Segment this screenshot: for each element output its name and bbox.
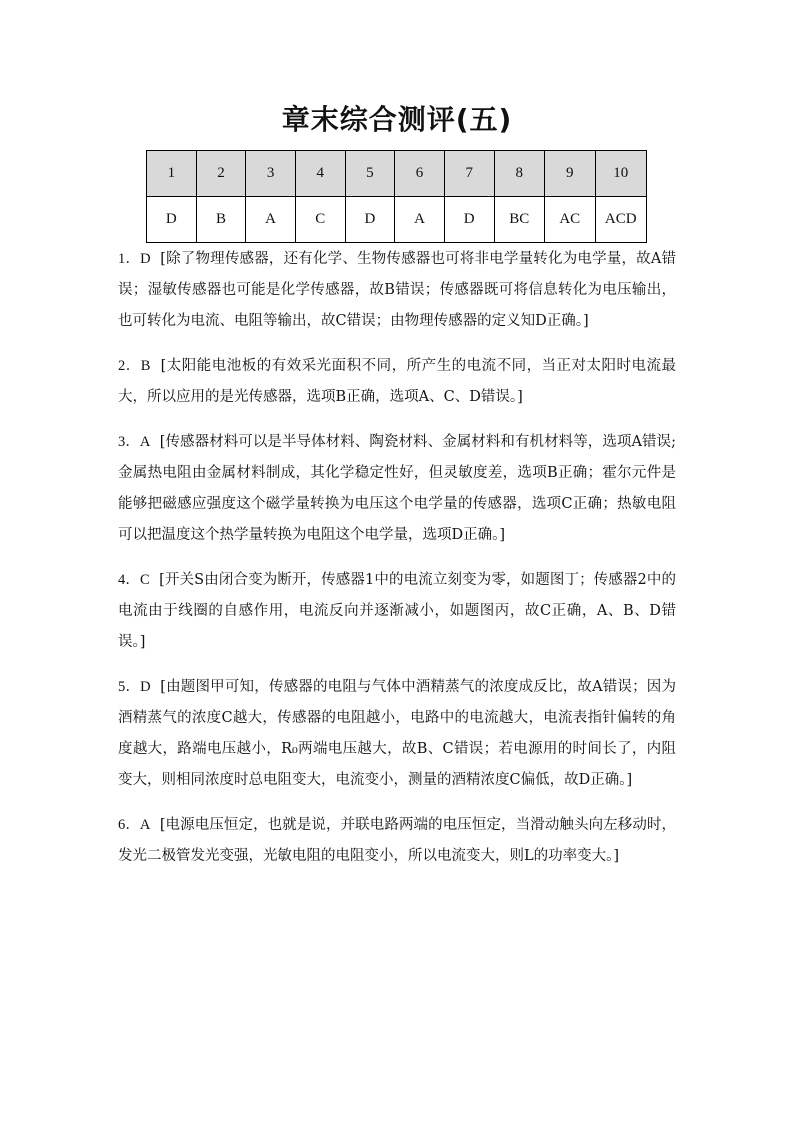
item-text: [由题图甲可知，传感器的电阻与气体中酒精蒸气的浓度成反比，故A错误；因为酒精蒸气的浓度C越大，传感器的电阻越小，电路中的电流越大，电流表指针偏转的角度越大，路端电压越小，R₀两端电压越大，故B、C错误；若电源用的时间长了，内阻变大，则相同浓度时总电阻变大，电流变小，测量的酒精浓度C偏低，故D正确。] <box>118 679 676 788</box>
answer-cell: ACD <box>595 197 646 243</box>
question-number-cell: 5 <box>345 151 395 197</box>
question-number-cell: 10 <box>595 151 646 197</box>
item-label: 4．C <box>118 572 150 588</box>
explanation-item <box>118 351 676 413</box>
question-number-cell: 9 <box>545 151 596 197</box>
question-number-cell: 8 <box>494 151 544 197</box>
answer-table-header-row <box>147 151 647 197</box>
answer-cell: A <box>395 197 445 243</box>
question-number-cell: 2 <box>196 151 246 197</box>
question-number-cell: 6 <box>395 151 445 197</box>
explanation-item <box>118 244 676 337</box>
explanations <box>118 244 676 886</box>
item-text: [传感器材料可以是半导体材料、陶瓷材料、金属材料和有机材料等，选项A错误;金属热电阻由金属材料制成，其化学稳定性好，但灵敏度差，选项B正确；霍尔元件是能够把磁感应强度这个磁学量转换为电压这个电学量的传感器，选项C正确；热敏电阻可以把温度这个热学量转换为电阻这个电学量，选项D正确。] <box>118 434 677 543</box>
item-text: [太阳能电池板的有效采光面积不同，所产生的电流不同，当正对太阳时电流最大，所以应用的是光传感器，选项B正确，选项A、C、D错误。] <box>118 358 676 405</box>
answer-cell: D <box>444 197 494 243</box>
answer-cell: C <box>295 197 345 243</box>
question-number-cell: 1 <box>147 151 197 197</box>
page-title: 章末综合测评(五) <box>281 103 513 136</box>
item-text: [开关S由闭合变为断开，传感器1中的电流立刻变为零，如题图丁；传感器2中的电流由于线圈的自感作用，电流反向并逐渐减小，如题图丙，故C正确，A、B、D错误。] <box>118 572 677 650</box>
question-number-cell: 3 <box>246 151 296 197</box>
answer-cell: D <box>147 197 197 243</box>
explanation-item <box>118 672 676 796</box>
item-label: 2．B <box>118 358 151 374</box>
question-number-cell: 7 <box>444 151 494 197</box>
question-number-cell: 4 <box>295 151 345 197</box>
answer-table-answer-row <box>147 197 647 243</box>
explanation-item <box>118 427 676 551</box>
item-label: 1．D <box>118 251 151 267</box>
answer-cell: AC <box>545 197 596 243</box>
answer-cell: A <box>246 197 296 243</box>
answer-cell: D <box>345 197 395 243</box>
item-text: [除了物理传感器，还有化学、生物传感器也可将非电学量转化为电学量，故A错误；湿敏传感器也可能是化学传感器，故B错误；传感器既可将信息转化为电压输出，也可转化为电流、电阻等输出，故C错误；由物理传感器的定义知D正确。] <box>118 251 676 329</box>
item-label: 6．A <box>118 817 151 833</box>
explanation-item <box>118 565 676 658</box>
item-text: [电源电压恒定，也就是说，并联电路两端的电压恒定，当滑动触头向左移动时，发光二极管发光变强，光敏电阻的电阻变小，所以电流变大，则L的功率变大。] <box>118 817 677 864</box>
item-label: 3．A <box>118 434 151 450</box>
item-label: 5．D <box>118 679 151 695</box>
answer-cell: BC <box>494 197 544 243</box>
answer-cell: B <box>196 197 246 243</box>
explanation-item <box>118 810 676 872</box>
answer-table <box>146 150 647 243</box>
